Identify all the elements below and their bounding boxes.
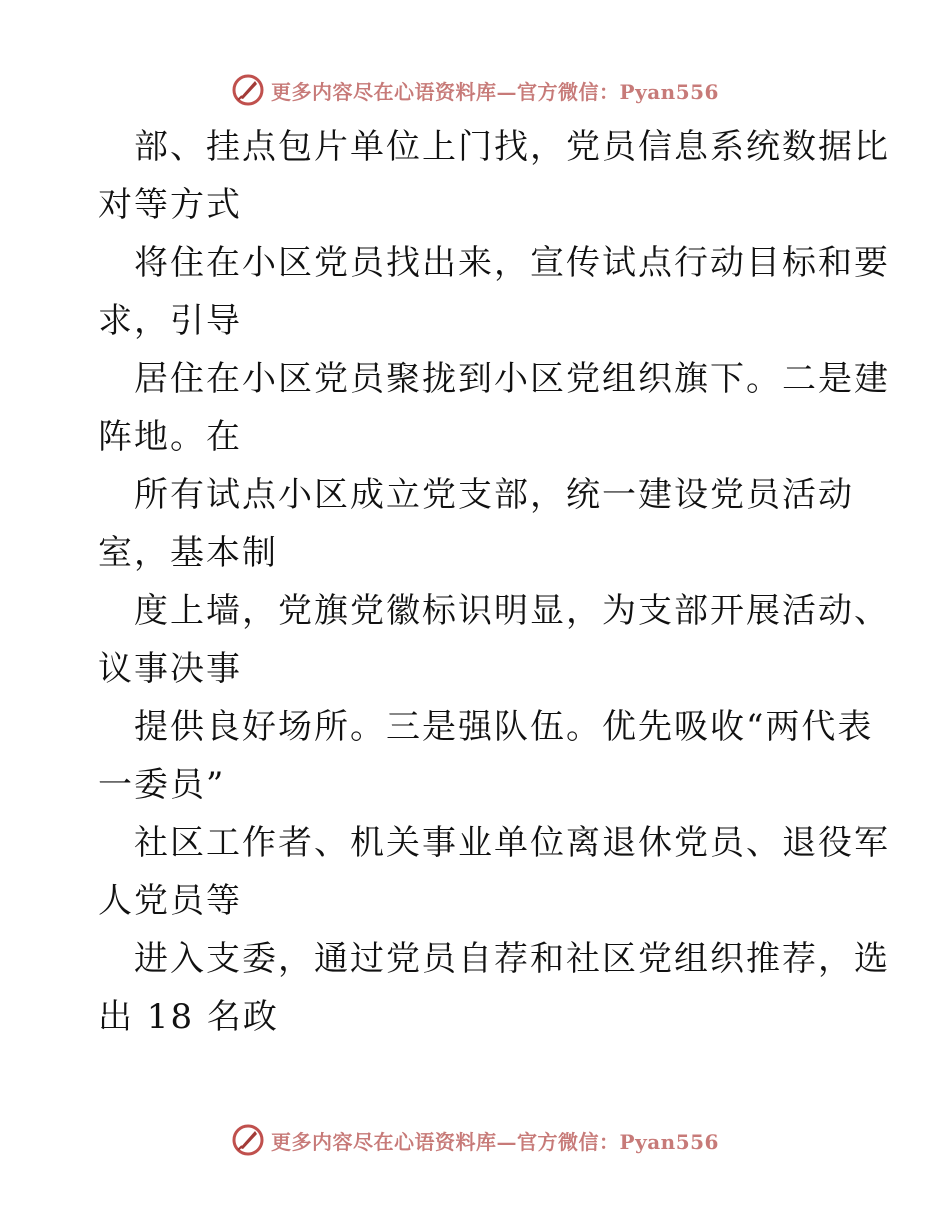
text-line: 度上墙，党旗党徽标识明显，为支部开展活动、 xyxy=(134,591,890,631)
watermark-text: 更多内容尽在心语资料库—官方微信：Pyan556 xyxy=(271,79,719,104)
text-line: 人党员等 xyxy=(98,881,242,921)
text-line: 进入支委，通过党员自荐和社区党组织推荐，选 xyxy=(134,939,890,979)
watermark-text: 更多内容尽在心语资料库—官方微信：Pyan556 xyxy=(271,1129,719,1154)
text-line: 求，引导 xyxy=(98,301,242,341)
text-line: 将住在小区党员找出来，宣传试点行动目标和要 xyxy=(134,243,890,283)
text-line: 所有试点小区成立党支部，统一建设党员活动 xyxy=(134,475,854,515)
text-line: 部、挂点包片单位上门找，党员信息系统数据比 xyxy=(134,127,890,167)
quill-logo-icon xyxy=(231,1123,265,1157)
text-line: 阵地。在 xyxy=(98,417,242,457)
text-line: 社区工作者、机关事业单位离退休党员、退役军 xyxy=(134,823,890,863)
text-line: 一委员” xyxy=(98,765,226,805)
text-line: 居住在小区党员聚拢到小区党组织旗下。二是建 xyxy=(134,359,890,399)
body-text xyxy=(98,118,890,1046)
header-watermark xyxy=(0,70,950,110)
quill-logo-icon xyxy=(231,73,265,107)
text-line: 提供良好场所。三是强队伍。优先吸收“两代表 xyxy=(134,707,874,747)
text-line: 出 18 名政 xyxy=(98,997,279,1037)
text-line: 对等方式 xyxy=(98,185,242,225)
text-line: 室，基本制 xyxy=(98,533,278,573)
footer-watermark xyxy=(0,1120,950,1160)
text-line: 议事决事 xyxy=(98,649,242,689)
